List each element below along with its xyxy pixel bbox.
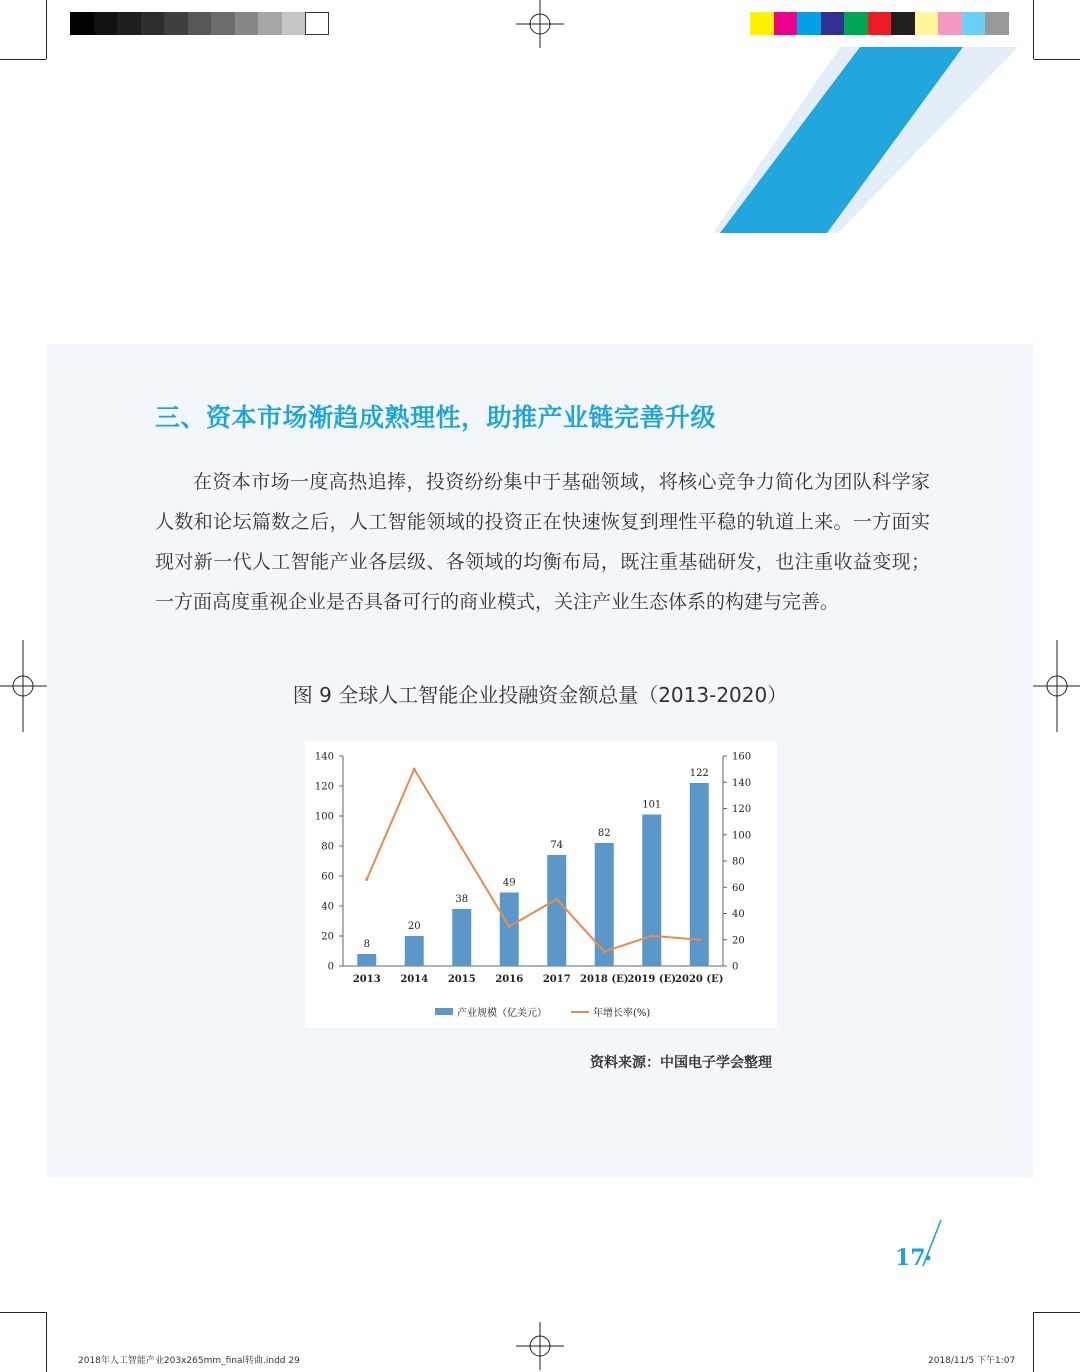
chart-container	[305, 741, 777, 1028]
color-swatch	[235, 12, 259, 35]
y-right-tick-label: 80	[732, 856, 745, 868]
bar	[547, 855, 566, 966]
growth-rate-point	[365, 878, 368, 881]
color-swatch	[94, 12, 118, 35]
bar	[452, 909, 471, 966]
page-number-slash-icon	[918, 1218, 946, 1270]
color-swatch	[141, 12, 165, 35]
crop-mark	[0, 59, 46, 60]
y-right-tick-label: 100	[732, 830, 752, 842]
bar	[500, 893, 519, 967]
y-left-tick-label: 80	[321, 841, 334, 853]
color-swatch	[774, 12, 798, 35]
color-swatch	[211, 12, 235, 35]
color-swatch	[985, 12, 1009, 35]
growth-rate-point	[508, 925, 511, 928]
crop-mark	[1033, 1312, 1034, 1372]
legend-bar-label: 产业规模（亿美元）	[457, 1008, 547, 1019]
y-right-tick-label: 140	[732, 777, 752, 789]
color-swatch	[938, 12, 962, 35]
x-tick-label: 2013	[352, 974, 381, 985]
color-swatch	[70, 12, 94, 35]
bar	[405, 936, 424, 966]
legend-bar-swatch	[435, 1008, 453, 1015]
color-swatch	[797, 12, 821, 35]
crop-mark	[1034, 59, 1080, 60]
y-left-tick-label: 140	[314, 751, 334, 763]
x-tick-label: 2020 (E)	[675, 974, 724, 985]
x-tick-label: 2017	[542, 974, 571, 985]
y-left-tick-label: 20	[321, 931, 334, 943]
color-swatch	[305, 12, 329, 35]
y-right-tick-label: 40	[732, 909, 745, 920]
y-right-tick-label: 20	[732, 935, 745, 947]
bar-data-label: 49	[502, 877, 516, 889]
y-right-tick-label: 160	[732, 751, 752, 763]
y-right-tick-label: 60	[732, 882, 745, 894]
crop-mark	[46, 1312, 47, 1372]
color-swatch	[844, 12, 868, 35]
color-swatch	[821, 12, 845, 35]
x-tick-label: 2014	[400, 974, 429, 985]
y-left-tick-label: 60	[321, 871, 334, 883]
body-text: 在资本市场一度高热追捧，投资纷纷集中于基础领域，将核心竞争力简化为团队科学家人数和论坛篇数之后，人工智能领域的投资正在快速恢复到理性平稳的轨道上来。一方面实现对新一代人工智能产业各层级、各领域的均衡布局，既注重基础研发，也注重收益变现；一方面高度重视企业是否具备可行的商业模式，关注产业生态体系的构建与完善。	[155, 471, 930, 613]
crop-mark	[1033, 0, 1034, 59]
bar	[595, 843, 614, 966]
x-tick-label: 2016	[495, 974, 524, 985]
crop-mark	[46, 0, 47, 59]
bar-data-label: 20	[407, 921, 421, 932]
color-swatch	[750, 12, 774, 35]
x-tick-label: 2019 (E)	[627, 974, 676, 985]
color-swatch	[117, 12, 141, 35]
section-heading: 三、资本市场渐趋成熟理性，助推产业链完善升级	[155, 403, 717, 432]
bar	[357, 954, 376, 966]
y-left-tick-label: 120	[314, 781, 334, 793]
legend-line-label: 年增长率(%)	[593, 1008, 651, 1019]
y-left-tick-label: 0	[327, 961, 334, 973]
y-right-tick-label: 120	[732, 804, 752, 815]
x-tick-label: 2015	[447, 974, 476, 985]
combo-chart	[305, 741, 777, 1028]
y-left-tick-label: 40	[321, 901, 334, 913]
growth-rate-point	[698, 938, 701, 941]
page-number: 17	[895, 1245, 926, 1271]
bar-data-label: 8	[363, 939, 370, 950]
color-swatch	[915, 12, 939, 35]
footer-file-info: 2018年人工智能产业203x265mm_final转曲.indd 29	[78, 1356, 300, 1366]
crop-mark	[0, 1312, 46, 1313]
x-tick-label: 2018 (E)	[580, 974, 629, 985]
growth-rate-point	[603, 950, 606, 953]
color-swatch	[282, 12, 306, 35]
bar-data-label: 82	[597, 828, 611, 839]
body-paragraph	[155, 462, 930, 622]
figure-title: 图 9 全球人工智能企业投融资金额总量（2013-2020）	[292, 683, 788, 707]
growth-rate-point	[413, 768, 416, 771]
figure-source: 资料来源：中国电子学会整理	[590, 1055, 772, 1071]
bar-data-label: 101	[642, 799, 662, 811]
growth-rate-point	[555, 898, 558, 901]
y-right-tick-label: 0	[732, 961, 739, 973]
registration-mark-top	[516, 0, 564, 48]
bar-data-label: 74	[550, 840, 564, 851]
y-left-tick-label: 100	[314, 811, 334, 823]
growth-rate-point	[460, 846, 463, 849]
bar-data-label: 38	[455, 894, 469, 905]
color-swatch	[891, 12, 915, 35]
color-swatch	[188, 12, 212, 35]
color-swatch	[868, 12, 892, 35]
color-swatch	[164, 12, 188, 35]
footer-timestamp: 2018/11/5 下午1:07	[928, 1356, 1016, 1366]
bar	[642, 815, 661, 967]
bar-data-label: 122	[689, 768, 709, 779]
color-swatch	[962, 12, 986, 35]
color-swatch	[258, 12, 282, 35]
crop-mark	[1034, 1312, 1080, 1313]
registration-mark-bottom	[516, 1322, 564, 1370]
growth-rate-point	[650, 934, 653, 937]
decorative-parallelogram-graphic	[715, 45, 1025, 235]
